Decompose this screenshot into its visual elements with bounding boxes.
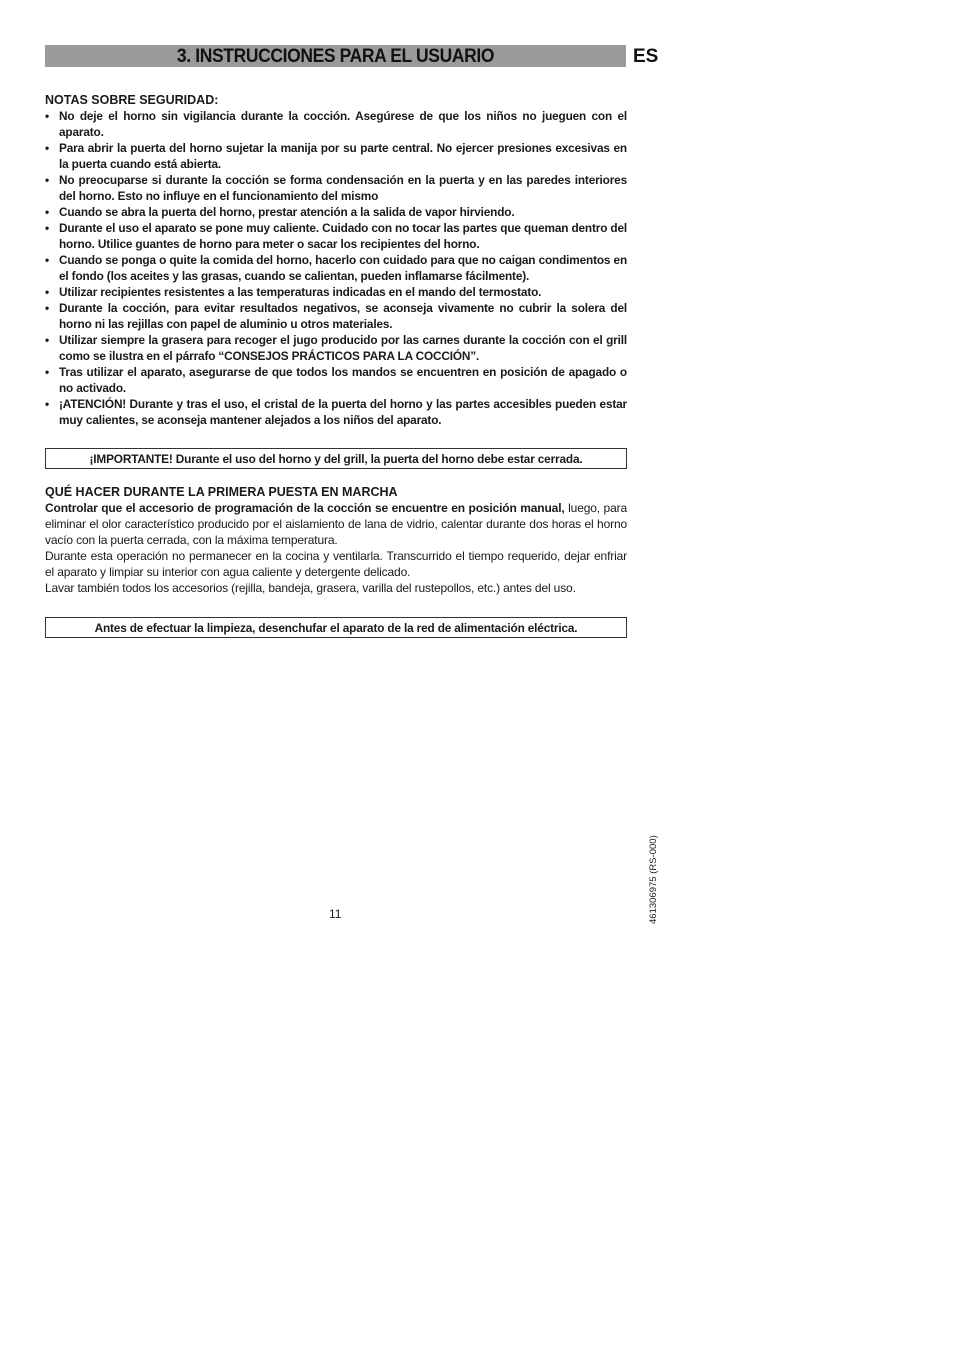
first-use-paragraph: [45, 500, 627, 548]
page-content: [45, 92, 627, 638]
bullet-icon: •: [45, 141, 49, 155]
page-number: 11: [329, 907, 342, 921]
list-item: • Para abrir la puerta del horno sujetar la manija por su parte central. No ejercer presiones excesivas en la puerta cuando está abierta.: [45, 141, 627, 171]
accessories-paragraph: Lavar también todos los accesorios (rejilla, bandeja, grasera, varilla del rustepollos, etc.) antes del uso.: [45, 581, 576, 595]
safety-notes-list: [45, 108, 627, 428]
bullet-icon: •: [45, 365, 49, 379]
language-code: ES: [633, 46, 659, 67]
list-item: • Durante el uso el aparato se pone muy caliente. Cuidado con no tocar las partes que queman dentro del horno. Utilice guantes de horno para meter o sacar los recipientes del horno.: [45, 221, 627, 251]
bullet-icon: •: [45, 285, 49, 299]
bullet-icon: •: [45, 109, 49, 123]
bullet-icon: •: [45, 253, 49, 267]
bullet-icon: •: [45, 333, 49, 347]
list-item: • Cuando se abra la puerta del horno, prestar atención a la salida de vapor hirviendo.: [45, 205, 515, 219]
bullet-icon: •: [45, 173, 49, 187]
list-item: • Utilizar siempre la grasera para recoger el jugo producido por las carnes durante la cocción con el grill como se ilustra en el párrafo “CONSEJOS PRÁCTICOS PARA LA COCCIÓN”.: [45, 333, 627, 363]
cleaning-notice-box: Antes de efectuar la limpieza, desenchufar el aparato de la red de alimentación eléctrica.: [45, 617, 627, 638]
list-item: • Cuando se ponga o quite la comida del horno, hacerlo con cuidado para que no caigan condimentos en el fondo (los aceites y las grasas, cuando se calientan, pueden inflamarse fácilmente).: [45, 253, 627, 283]
ventilation-paragraph: Durante esta operación no permanecer en la cocina y ventilarla. Transcurrido el tiempo requerido, dejar enfriar el aparato y limpiar su interior con agua caliente y detergente delicado.: [45, 549, 627, 579]
list-item: • Utilizar recipientes resistentes a las temperaturas indicadas en el mando del termostato.: [45, 285, 542, 299]
list-item: • ¡ATENCIÓN! Durante y tras el uso, el cristal de la puerta del horno y las partes accesibles pueden estar muy calientes, se aconseja mantener alejados a los niños del aparato.: [45, 397, 627, 427]
important-notice-box: ¡IMPORTANTE! Durante el uso del horno y del grill, la puerta del horno debe estar cerrada.: [45, 448, 627, 469]
section-title: 3. INSTRUCCIONES PARA EL USUARIO: [176, 46, 495, 67]
list-item: • Durante la cocción, para evitar resultados negativos, se aconseja vivamente no cubrir la solera del horno ni las rejillas con papel de aluminio u otros materiales.: [45, 301, 627, 331]
list-item: • No deje el horno sin vigilancia durante la cocción. Asegúrese de que los niños no jueguen con el aparato.: [45, 109, 627, 139]
bullet-icon: •: [45, 301, 49, 315]
safety-notes-title: NOTAS SOBRE SEGURIDAD:: [45, 93, 219, 107]
list-item: • No preocuparse si durante la cocción se forma condensación en la puerta y en las paredes interiores del horno. Esto no influye en el funcionamiento del mismo: [45, 173, 627, 203]
first-use-text: luego, para eliminar el olor característico producido por el aislamiento de lana de vidrio, calentar durante dos horas el horno vacío con la puerta cerrada, con la máxima temperatura.: [45, 501, 627, 547]
bullet-icon: •: [45, 397, 49, 411]
bullet-icon: •: [45, 221, 49, 235]
first-use-title: QUÉ HACER DURANTE LA PRIMERA PUESTA EN MARCHA: [45, 485, 398, 499]
list-item: • Tras utilizar el aparato, asegurarse de que todos los mandos se encuentren en posición de apagado o no activado.: [45, 365, 627, 395]
document-code: 461306975 (RS-000): [648, 835, 659, 924]
section-header-bar: [45, 45, 626, 67]
first-use-bold-text: Controlar que el accesorio de programación de la cocción se encuentre en posición manual,: [45, 501, 565, 515]
bullet-icon: •: [45, 205, 49, 219]
